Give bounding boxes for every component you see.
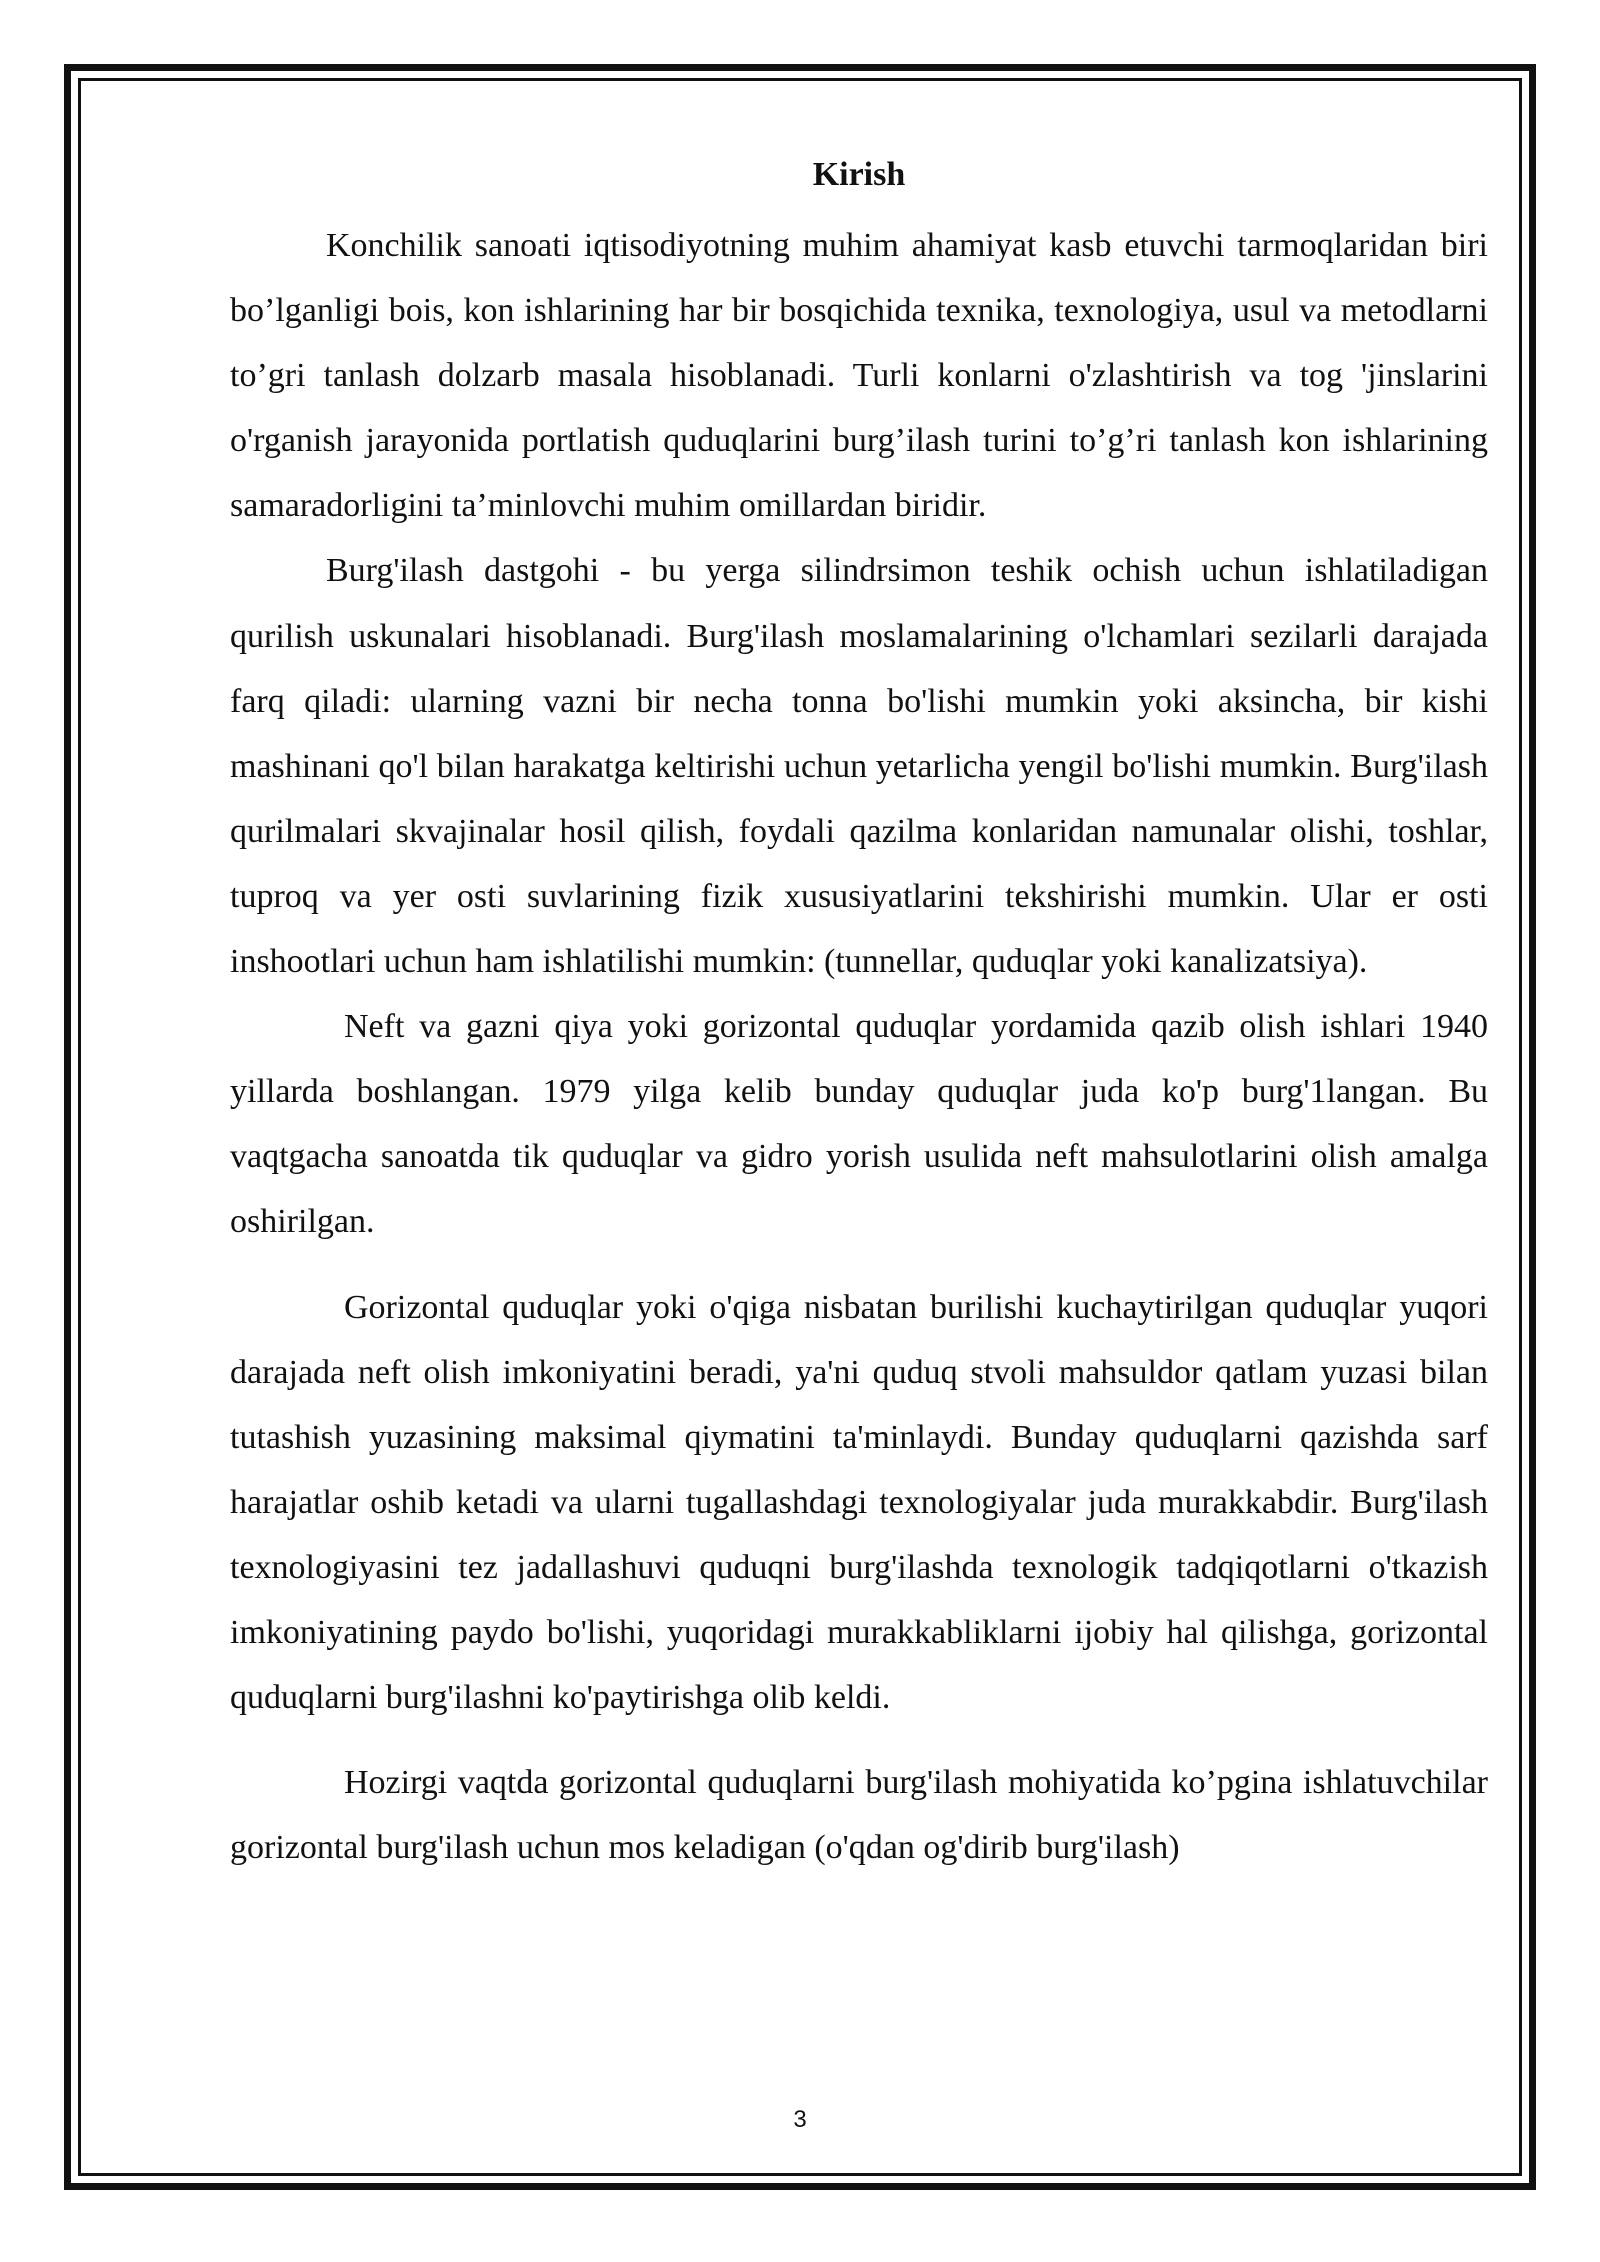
paragraph-drilling-rig: Burg'ilash dastgohi - bu yerga silindrsimon teshik ochish uchun ishlatiladigan qurilish uskunalari hisoblanadi. Burg'ilash moslamalarining o'lchamlari sezilarli darajada farq qiladi: ularning vazni bir necha tonna bo'lishi mumkin yoki aksincha, bir kishi mashinani qo'l bilan harakatga keltirishi uchun yetarlicha yengil bo'lishi mumkin. Burg'ilash qurilmalari skvajinalar hosil qilish, foydali qazilma konlaridan namunalar olishi, toshlar, tuproq va yer osti suvlarining fizik xususiyatlarini tekshirishi mumkin. Ular er osti inshootlari uchun ham ishlatilishi mumkin: (tunnellar, quduqlar yoki kanalizatsiya). bbox=[230, 552, 1488, 981]
page-content bbox=[230, 145, 1488, 1880]
paragraph-horizontal-wells: Gorizontal quduqlar yoki o'qiga nisbatan burilishi kuchaytirilgan quduqlar yuqori darajada neft olish imkoniyatini beradi, ya'ni quduq stvoli mahsuldor qatlam yuzasi bilan tutashish yuzasining maksimal qiymatini ta'minlaydi. Bunday quduqlarni qazishda sarf harajatlar oshib ketadi va ularni tugallashdagi texnologiyalar juda murakkabdir. Burg'ilash texnologiyasini tez jadallashuvi quduqni burg'ilashda texnologik tadqiqotlarni o'tkazish imkoniyatining paydo bo'lishi, yuqoridagi murakkabliklarni ijobiy hal qilishga, gorizontal quduqlarni burg'ilashni ko'paytirishga olib keldi. bbox=[230, 1288, 1488, 1717]
section-title: Kirish bbox=[812, 156, 906, 193]
paragraph-intro: Konchilik sanoati iqtisodiyotning muhim ahamiyat kasb etuvchi tarmoqlaridan biri bo’lganligi bois, kon ishlarining har bir bosqichida texnika, texnologiya, usul va metodlarni to’gri tanlash dolzarb masala hisoblanadi. Turli konlarni o'zlashtirish va tog 'jinslarini o'rganish jarayonida portlatish quduqlarini burg’ilash turini to’g’ri tanlash kon ishlarining samaradorligini ta’minlovchi muhim omillardan biridir. bbox=[230, 227, 1488, 525]
page-number: 3 bbox=[793, 2106, 807, 2133]
paragraph-current-practice: Hozirgi vaqtda gorizontal quduqlarni burg'ilash mohiyatida ko’pgina ishlatuvchilar gorizontal burg'ilash uchun mos keladigan (o'qdan og'dirib burg'ilash) bbox=[230, 1764, 1488, 1867]
paragraph-history: Neft va gazni qiya yoki gorizontal quduqlar yordamida qazib olish ishlari 1940 yillarda boshlangan. 1979 yilga kelib bunday quduqlar juda ko'p burg'1langan. Bu vaqtgacha sanoatda tik quduqlar va gidro yorish usulida neft mahsulotlarini olish amalga oshirilgan. bbox=[230, 1008, 1488, 1241]
